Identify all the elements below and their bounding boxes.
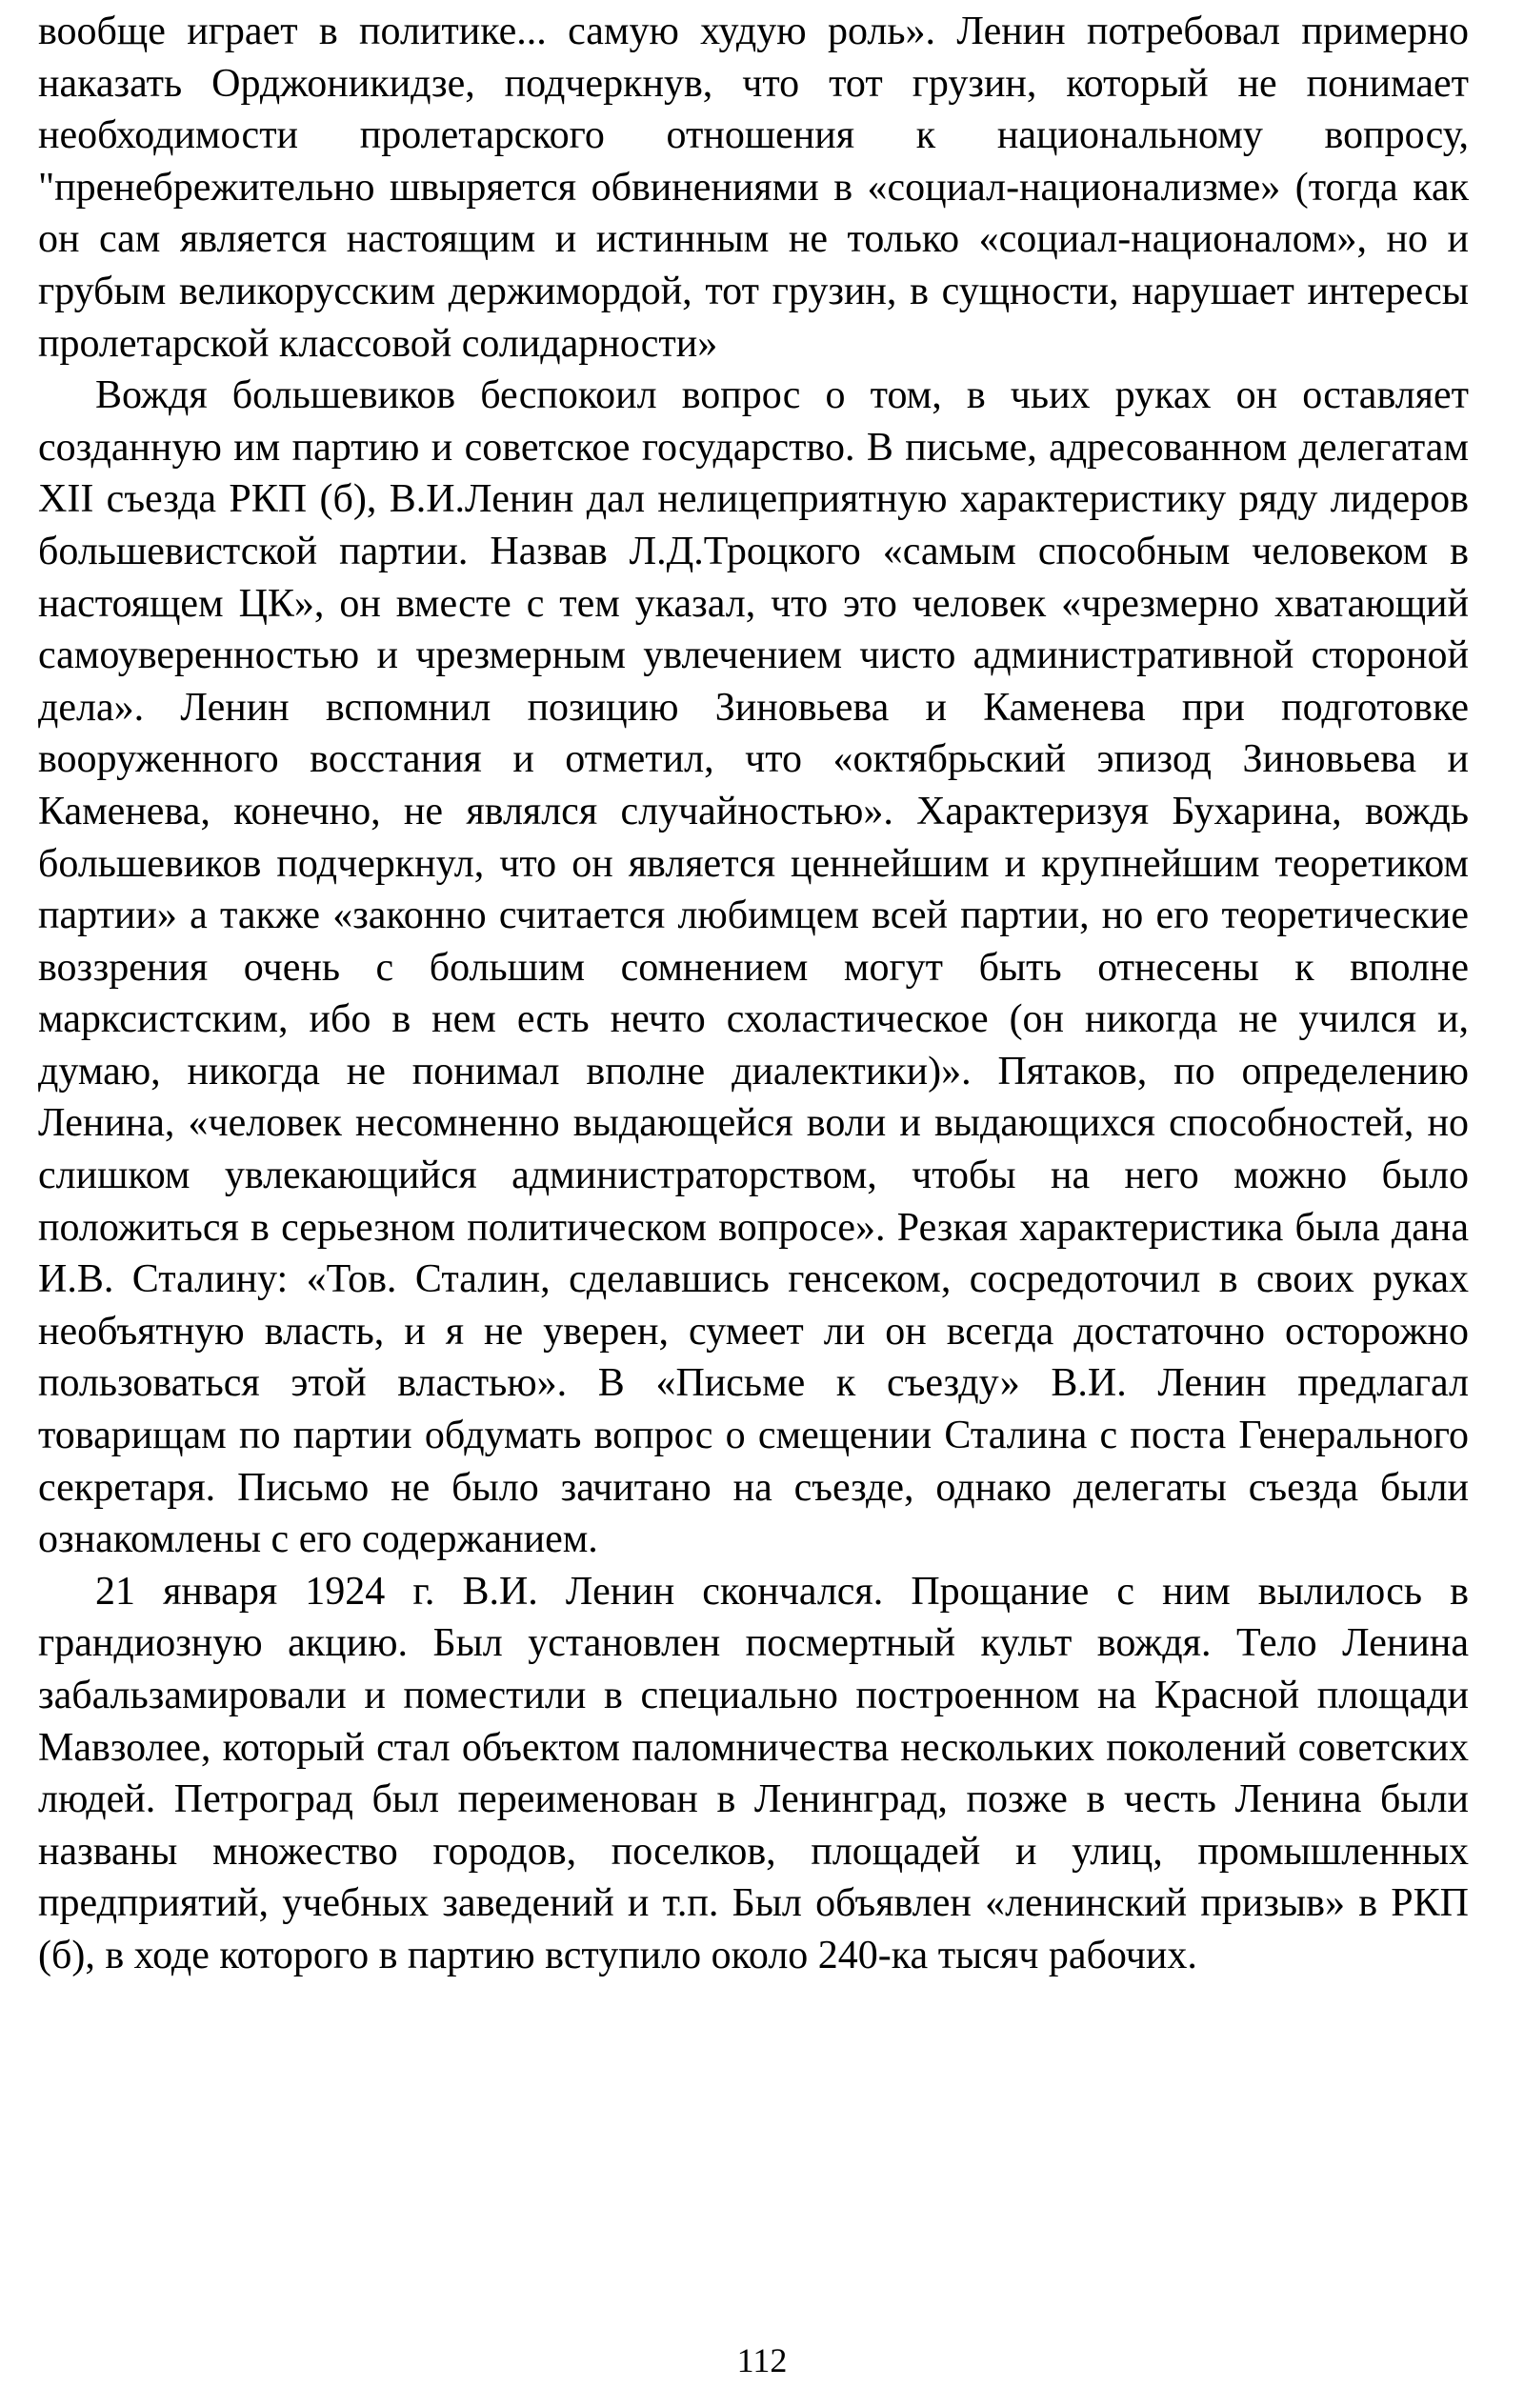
paragraph-1: вообще играет в политике... самую худую роль». Ленин потребовал примерно наказать Орджоникидзе, подчеркнув, что тот грузин, который не понимает необходимости пролетарского отношения к национальному вопросу, "пренебрежительно швыряется обвинениями в «социал-национализме» (тогда как он сам является настоящим и истинным не только «социал-националом», но и грубым великорусским держимордой, тот грузин, в сущности, нарушает интересы пролетарской классовой солидарности» (38, 10, 1469, 366)
paragraph-2: Вождя большевиков беспокоил вопрос о том, в чьих руках он оставляет созданную им партию и советское государство. В письме, адресованном делегатам XII съезда РКП (б), В.И.Ленин дал нелицеприятную характеристику ряду лидеров большевистской партии. Назвав Л.Д.Троцкого «самым способным человеком в настоящем ЦК», он вместе с тем указал, что это человек «чрезмерно хватающий самоуверенностью и чрезмерным увлечением чисто административной стороной дела». Ленин вспомнил позицию Зиновьева и Каменева при подготовке вооруженного восстания и отметил, что «октябрьский эпизод Зиновьева и Каменева, конечно, не являлся случайностью». Характеризуя Бухарина, вождь большевиков подчеркнул, что он является ценнейшим и крупнейшим теоретиком партии» а также «законно считается любимцем всей партии, но его теоретические воззрения очень с большим сомнением могут быть отнесены к вполне марксистским, ибо в нем есть нечто схоластическое (он никогда не учился и, думаю, никогда не понимал вполне диалектики)». Пятаков, по определению Ленина, «человек несомненно выдающейся воли и выдающихся способностей, но слишком увлекающийся администраторством, чтобы на него можно было положиться в серьезном политическом вопросе». Резкая характеристика была дана И.В. Сталину: «Тов. Сталин, сделавшись генсеком, сосредоточил в своих руках необъятную власть, и я не уверен, сумеет ли он всегда достаточно осторожно пользоваться этой властью». В «Письме к съезду» В.И. Ленин предлагал товарищам по партии обдумать вопрос о смещении Сталина с поста Генерального секретаря. Письмо не было зачитано на съезде, однако делегаты съезда были ознакомлены с его содержанием. (38, 373, 1469, 1562)
paragraph-3: 21 января 1924 г. В.И. Ленин скончался. Прощание с ним вылилось в грандиозную акцию. Был установлен посмертный культ вождя. Тело Ленина забальзамировали и поместили в специально построенном на Красной площади Мавзолее, который стал объектом паломничества нескольких поколений советских людей. Петроград был переименован в Ленинград, позже в честь Ленина были названы множество городов, поселков, площадей и улиц, промышленных предприятий, учебных заведений и т.п. Был объявлен «ленинский призыв» в РКП (б), в ходе которого в партию вступило около 240-ка тысяч рабочих. (38, 1569, 1469, 1977)
page-number: 112 (736, 2341, 788, 2379)
page-body (38, 6, 1469, 1982)
